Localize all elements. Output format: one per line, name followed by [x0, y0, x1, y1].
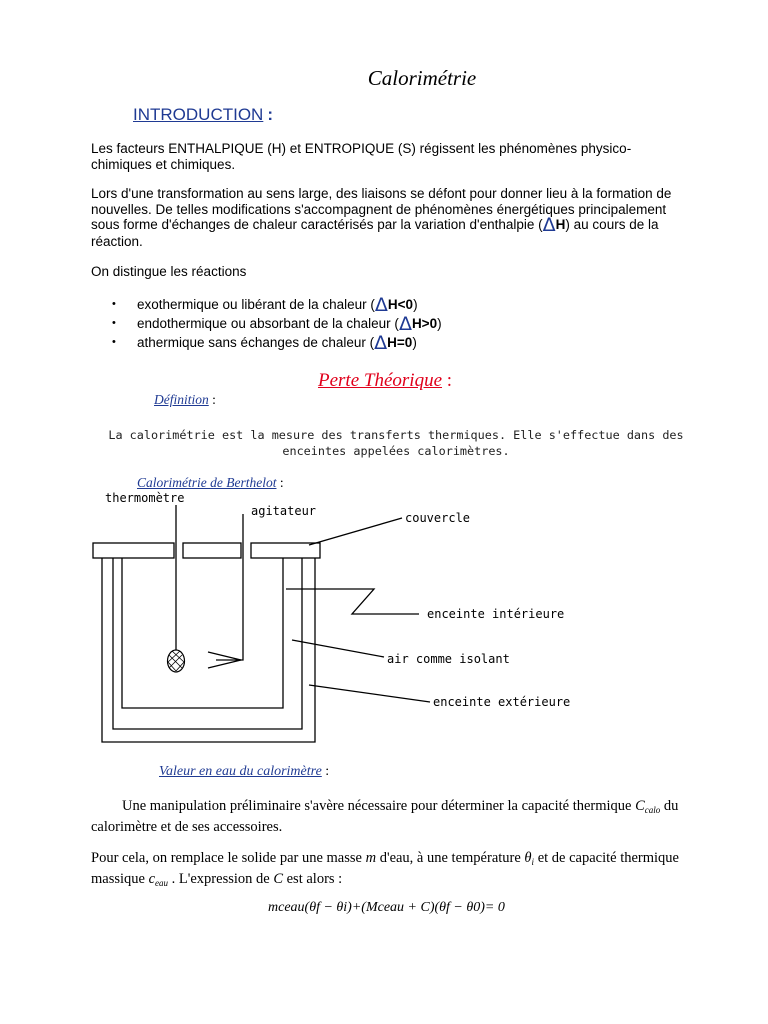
reactions-intro: On distingue les réactions [91, 264, 247, 279]
section-title: Perte Théorique [318, 370, 443, 391]
delta-symbol: Δ [374, 294, 388, 316]
introduction-colon: : [267, 105, 273, 124]
p4-part2: d'eau, à une température [379, 850, 521, 866]
p4-part4: . L'expression de [171, 871, 270, 887]
leader-enceinte-interieure [286, 589, 419, 614]
definition-link[interactable]: Définition [154, 392, 209, 407]
lid-left [93, 543, 174, 558]
label-agitateur: agitateur [251, 504, 317, 518]
reaction-close: ) [412, 335, 417, 350]
reaction-text: athermique sans échanges de chaleur ( [137, 335, 375, 350]
delta-symbol: Δ [542, 214, 556, 236]
bullet: • [112, 298, 116, 310]
delta-symbol: Δ [398, 313, 412, 335]
reaction-text: endothermique ou absorbant de la chaleur ( [137, 316, 399, 331]
mass-symbol: m [365, 850, 377, 866]
inner-wall-inner-edge [122, 558, 283, 708]
reaction-close: ) [437, 316, 442, 331]
theta-subscript: i [531, 857, 535, 867]
p4-part1: Pour cela, on remplace le solide par une masse [91, 850, 362, 866]
thermometer-bulb [168, 650, 185, 672]
berthelot-colon: : [279, 475, 284, 490]
equation: mceau(θf − θi)+(Mceau + C)(θf − θ0)= 0 [268, 900, 505, 915]
valeur-colon: : [325, 764, 330, 779]
bullet: • [112, 336, 116, 348]
paragraph-facteurs: Les facteurs ENTHALPIQUE (H) et ENTROPIQUE (S) régissent les phénomènes physico-chimiques et chimiques. [91, 141, 632, 172]
paragraph-manipulation-end: du calorimètre et de ses accessoires. [91, 798, 679, 835]
delta-symbol: Δ [374, 332, 388, 354]
leader-enceinte-exterieure [309, 685, 430, 702]
label-thermometre: thermomètre [105, 491, 185, 505]
valeur-link[interactable]: Valeur en eau du calorimètre [159, 764, 322, 779]
reaction-formula: H<0 [387, 297, 414, 312]
bullet: • [112, 317, 116, 329]
reaction-text: exothermique ou libérant de la chaleur ( [137, 297, 375, 312]
reaction-close: ) [413, 297, 418, 312]
berthelot-link[interactable]: Calorimétrie de Berthelot [137, 475, 277, 490]
paragraph-transformation-text: Lors d'une transformation au sens large, des liaisons se défont pour donner lieu à la formation de nouvelles. De telles modifications s'accompagnent de phénomènes énergétiques principalement sous forme d'échanges de chaleur caractérisés par la variation d'enthalpie ( [91, 186, 672, 232]
inner-wall-outer-edge [113, 558, 302, 729]
paragraph-transformation-end: ) au cours de la réaction. [91, 217, 659, 249]
paragraph-manipulation-text: Une manipulation préliminaire s'avère nécessaire pour déterminer la capacité thermique [122, 798, 632, 814]
capacity-subscript: calo [644, 805, 661, 815]
reaction-formula: H=0 [387, 335, 413, 350]
introduction-label: INTRODUCTION [133, 105, 264, 124]
reaction-formula: H>0 [411, 316, 438, 331]
p4-part3: et de capacité thermique massique [91, 850, 679, 887]
definition-text: La calorimétrie est la mesure des transferts thermiques. Elle s'effectue dans des enceintes appelées calorimètres. [108, 428, 684, 458]
theta-symbol: θ [524, 850, 532, 866]
label-couvercle: couvercle [405, 511, 471, 525]
enthalpy-symbol: H [555, 217, 566, 232]
C-symbol: C [273, 871, 283, 887]
c-subscript: eau [155, 878, 169, 888]
paragraph-cela [91, 850, 711, 892]
paragraph-manipulation [91, 798, 711, 836]
valeur-heading [159, 764, 329, 780]
label-enceinte-interieure: enceinte intérieure [427, 607, 565, 621]
capacity-symbol: C [635, 798, 645, 814]
label-enceinte-exterieure: enceinte extérieure [433, 695, 571, 709]
agitator-rod [216, 514, 243, 660]
label-air-isolant: air comme isolant [387, 652, 510, 666]
page-title: Calorimétrie [367, 66, 477, 90]
p4-part5: est alors : [286, 871, 343, 887]
section-colon: : [446, 370, 453, 391]
lid-middle [183, 543, 241, 558]
c-symbol: c [148, 871, 156, 887]
leader-couvercle [309, 518, 402, 545]
leader-air [292, 640, 384, 657]
definition-colon: : [212, 392, 216, 407]
